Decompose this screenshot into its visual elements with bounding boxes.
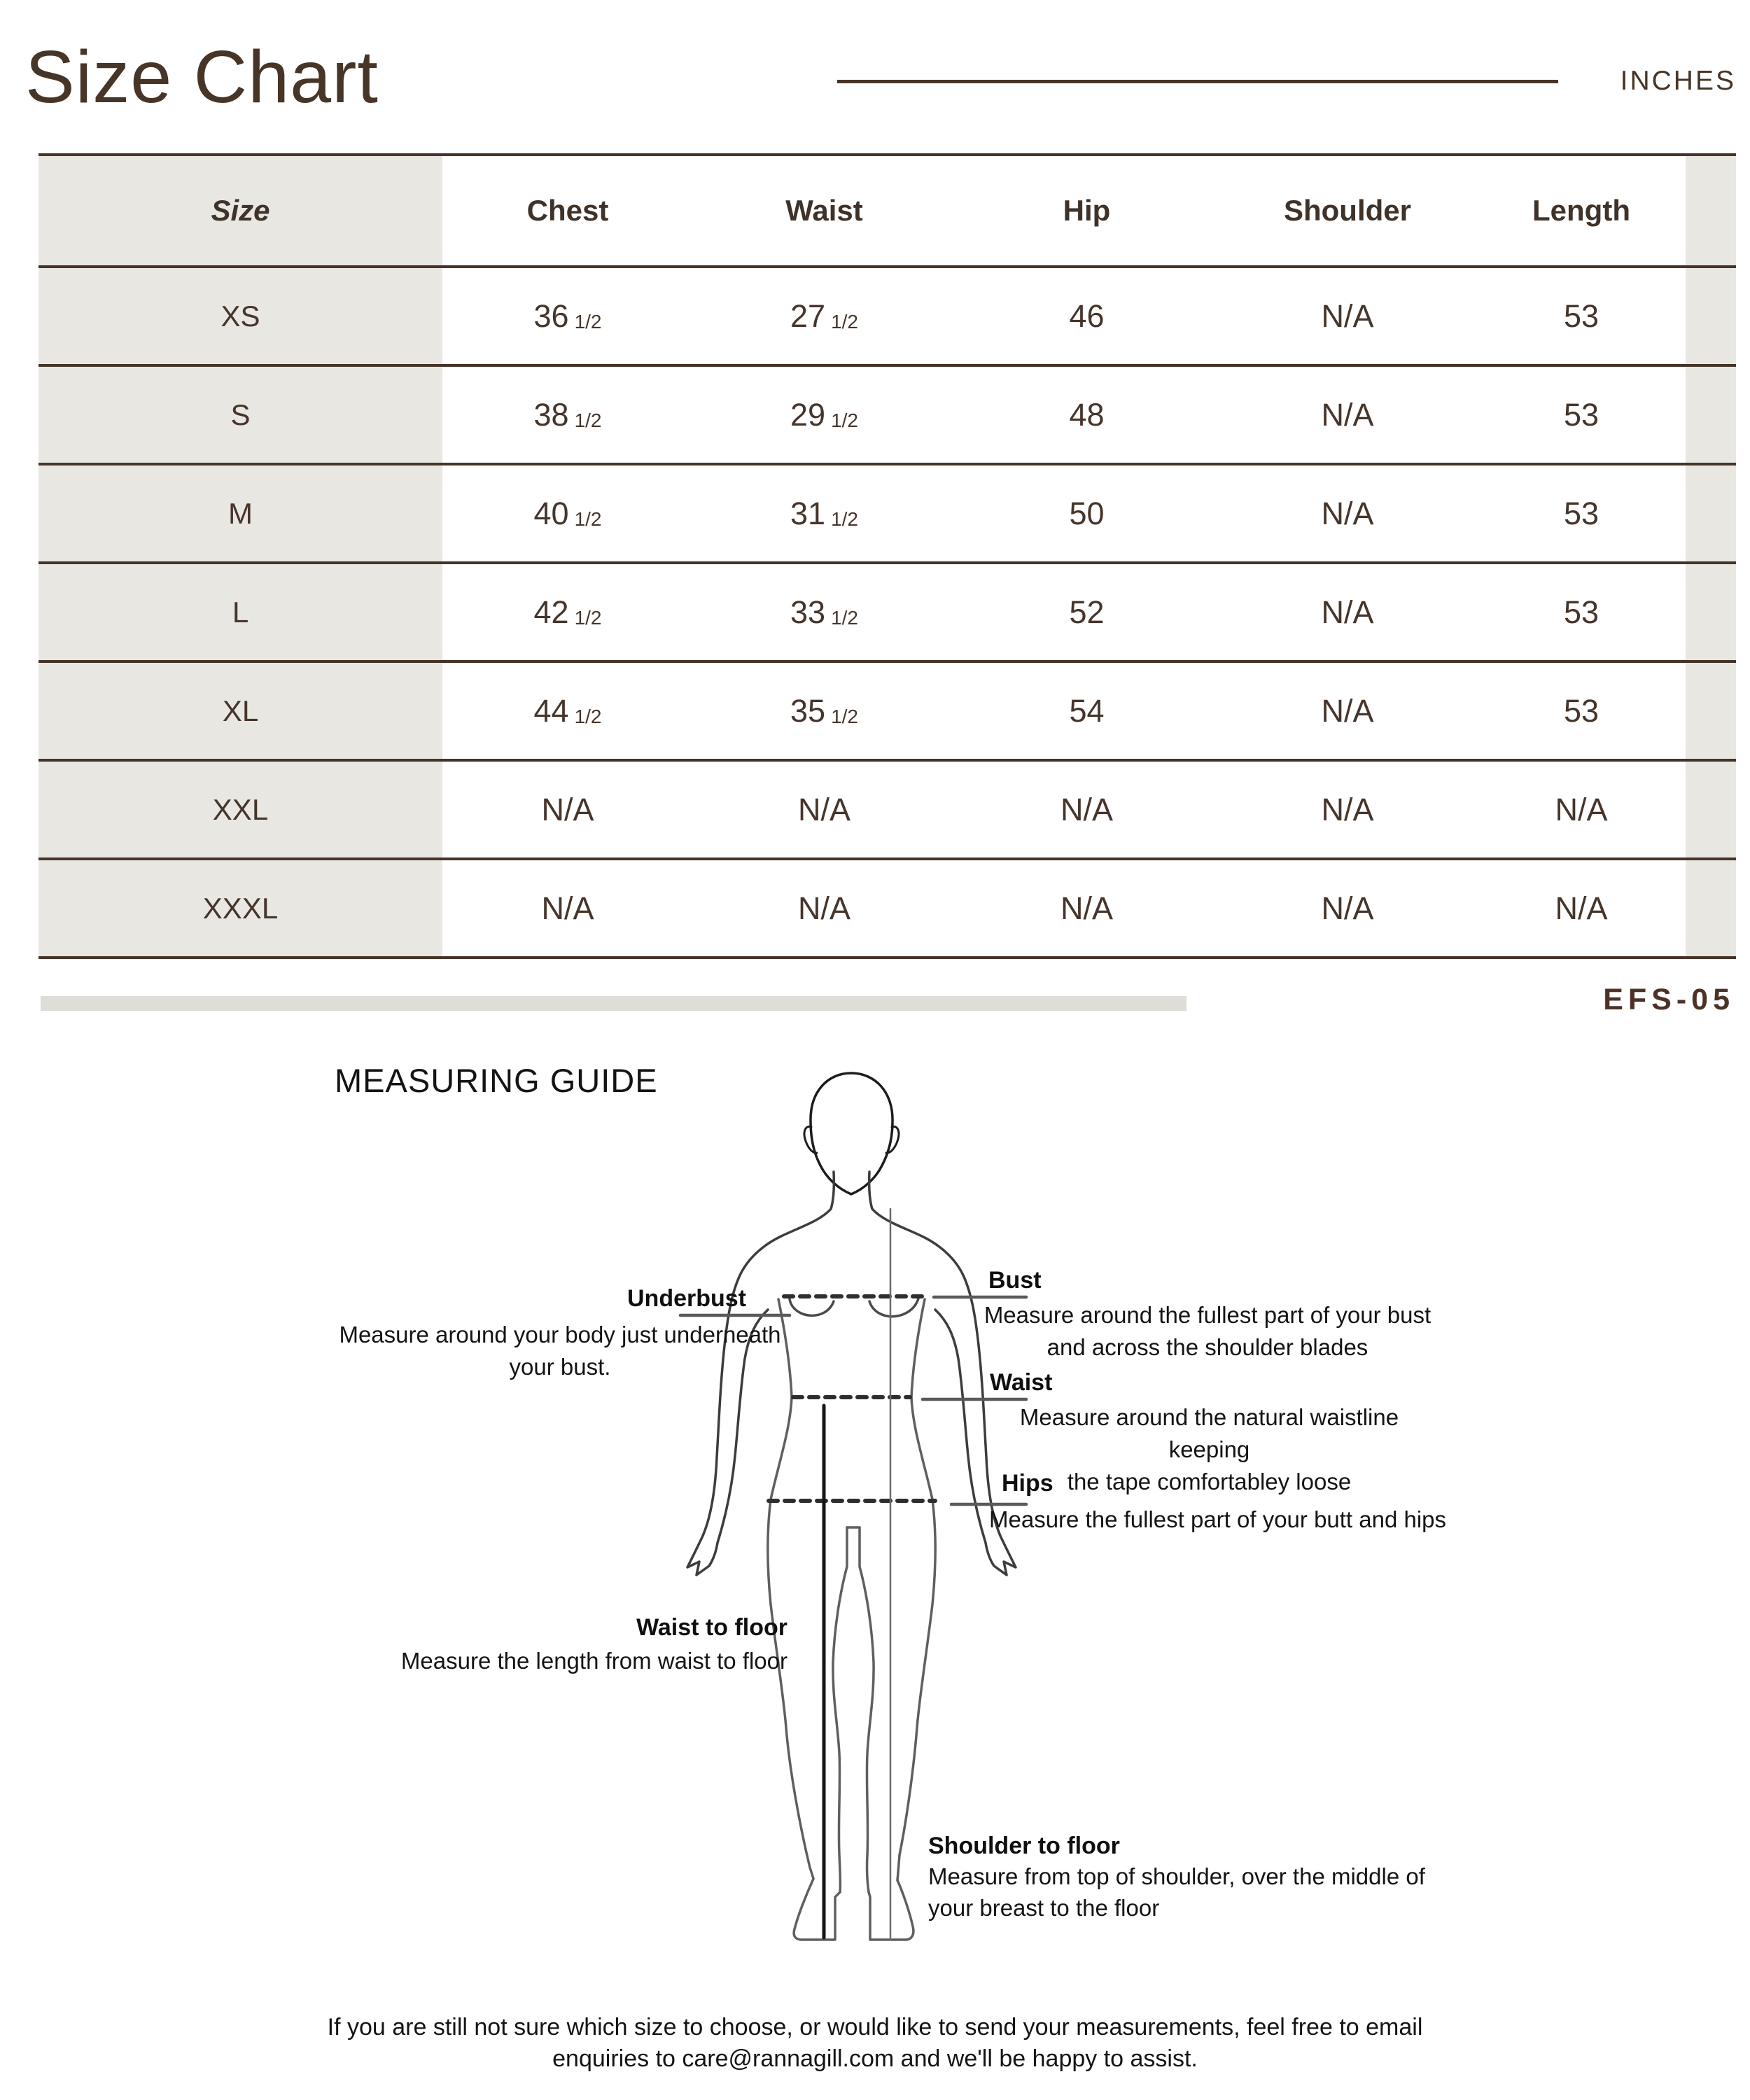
waist-label: Waist [990, 1369, 1053, 1396]
table-row [38, 367, 1736, 465]
table-row [38, 663, 1736, 762]
size-cell: XL [38, 663, 442, 759]
page-title: Size Chart [25, 36, 379, 118]
table-cell: N/A [1321, 692, 1374, 729]
table-cell: N/A [1060, 890, 1113, 926]
table-cell: 42 1/2 [533, 594, 602, 630]
left-bust-curve [790, 1299, 834, 1315]
table-right-strip [1686, 156, 1736, 265]
bust-label: Bust [988, 1267, 1042, 1294]
size-cell: XS [38, 268, 442, 364]
table-cell: 27 1/2 [790, 298, 858, 334]
style-code: EFS-05 [1603, 983, 1735, 1016]
table-right-strip [1686, 663, 1736, 759]
table-cell: N/A [1321, 890, 1374, 926]
table-row [38, 564, 1736, 663]
waist-to-floor-description: Measure the length from waist to floor [400, 1648, 788, 1674]
table-cell: N/A [1321, 298, 1374, 334]
underbust-label: Underbust [627, 1285, 746, 1312]
table-right-strip [1686, 465, 1736, 561]
table-row [38, 860, 1736, 959]
table-body [38, 268, 1736, 959]
size-cell: M [38, 465, 442, 561]
underbust-description-line: Measure around your body just underneath [339, 1322, 781, 1348]
underbust-description-line: your bust. [509, 1354, 611, 1380]
table-cell: 35 1/2 [790, 692, 858, 729]
column-header-hip: Hip [1063, 194, 1111, 227]
head-outline [811, 1073, 892, 1194]
waist-description-line: Measure around the natural waistline keeping [1019, 1404, 1399, 1462]
divider-bar [41, 996, 1186, 1011]
footer-note [245, 2012, 1505, 2075]
unit-label: INCHES [1620, 66, 1736, 96]
size-cell: XXL [38, 762, 442, 858]
table-row [38, 268, 1736, 367]
table-cell: N/A [541, 890, 594, 926]
table-cell: N/A [1321, 791, 1374, 827]
shoulder-to-floor-description-line: Measure from top of shoulder, over the middle of [928, 1863, 1425, 1889]
table-cell: 53 [1563, 594, 1600, 630]
table-cell: 40 1/2 [533, 495, 602, 531]
bust-description [980, 1299, 1435, 1364]
footer-note-line: If you are still not sure which size to choose, or would like to send your measurements, feel free to email [327, 2014, 1423, 2040]
table-cell: 44 1/2 [533, 692, 602, 729]
table-cell: N/A [797, 791, 850, 827]
table-cell: 29 1/2 [790, 396, 858, 433]
size-cell: L [38, 564, 442, 660]
size-table [38, 153, 1736, 959]
hips-label: Hips [1002, 1470, 1054, 1497]
table-right-strip [1686, 268, 1736, 364]
column-header-waist: Waist [785, 194, 863, 227]
footer-note-line: enquiries to care@rannagill.com and we'll be happy to assist. [552, 2045, 1198, 2072]
table-cell: 50 [1069, 495, 1105, 531]
bust-description-line: Measure around the fullest part of your bust [983, 1302, 1432, 1328]
column-header-shoulder: Shoulder [1283, 194, 1411, 227]
waist-description-line: the tape comfortabley loose [1067, 1469, 1352, 1494]
table-cell: 33 1/2 [790, 594, 858, 630]
table-cell: 53 [1563, 298, 1600, 334]
table-row [38, 465, 1736, 564]
left-torso-leg-outline [768, 1299, 813, 1879]
table-cell: 54 [1069, 692, 1105, 729]
size-cell: S [38, 367, 442, 463]
size-cell: XXXL [38, 860, 442, 956]
right-torso-leg-outline [897, 1299, 935, 1880]
table-row [38, 762, 1736, 860]
table-cell: N/A [1060, 791, 1113, 827]
underbust-description [336, 1319, 784, 1383]
header-divider-line [837, 80, 1558, 83]
waist-to-floor-label: Waist to floor [636, 1614, 788, 1641]
left-foot-outline [794, 1879, 840, 1940]
bust-description-line: and across the shoulder blades [1046, 1334, 1368, 1360]
table-right-strip [1686, 860, 1736, 956]
table-cell: N/A [797, 890, 850, 926]
table-cell: 31 1/2 [790, 495, 858, 531]
table-right-strip [1686, 564, 1736, 660]
table-cell: 53 [1563, 396, 1600, 433]
table-cell: 46 [1069, 298, 1105, 334]
table-right-strip [1686, 367, 1736, 463]
shoulder-to-floor-description [928, 1861, 1460, 1924]
table-cell: 48 [1069, 396, 1105, 433]
table-cell: 53 [1563, 692, 1600, 729]
hips-description: Measure the fullest part of your butt and hips [989, 1506, 1447, 1532]
table-cell: N/A [1321, 396, 1374, 433]
table-cell: N/A [1555, 791, 1608, 827]
right-inner-leg-line [860, 1527, 874, 1892]
table-cell: N/A [1555, 890, 1608, 926]
measuring-guide-title: MEASURING GUIDE [335, 1062, 658, 1099]
column-header-size: Size [38, 156, 442, 265]
shoulder-to-floor-description-line: your breast to the floor [928, 1895, 1160, 1921]
table-right-strip [1686, 762, 1736, 858]
table-cell: 52 [1069, 594, 1105, 630]
left-inner-leg-line [833, 1527, 847, 1892]
column-header-chest: Chest [526, 194, 609, 227]
right-bust-curve [869, 1298, 918, 1317]
table-header-row [38, 156, 1736, 268]
table-cell: N/A [541, 791, 594, 827]
shoulder-to-floor-label: Shoulder to floor [928, 1833, 1120, 1859]
table-cell: 53 [1563, 495, 1600, 531]
column-header-length: Length [1532, 194, 1630, 227]
table-cell: N/A [1321, 495, 1374, 531]
table-cell: 38 1/2 [533, 396, 602, 433]
table-cell: 36 1/2 [533, 298, 602, 334]
table-cell: N/A [1321, 594, 1374, 630]
